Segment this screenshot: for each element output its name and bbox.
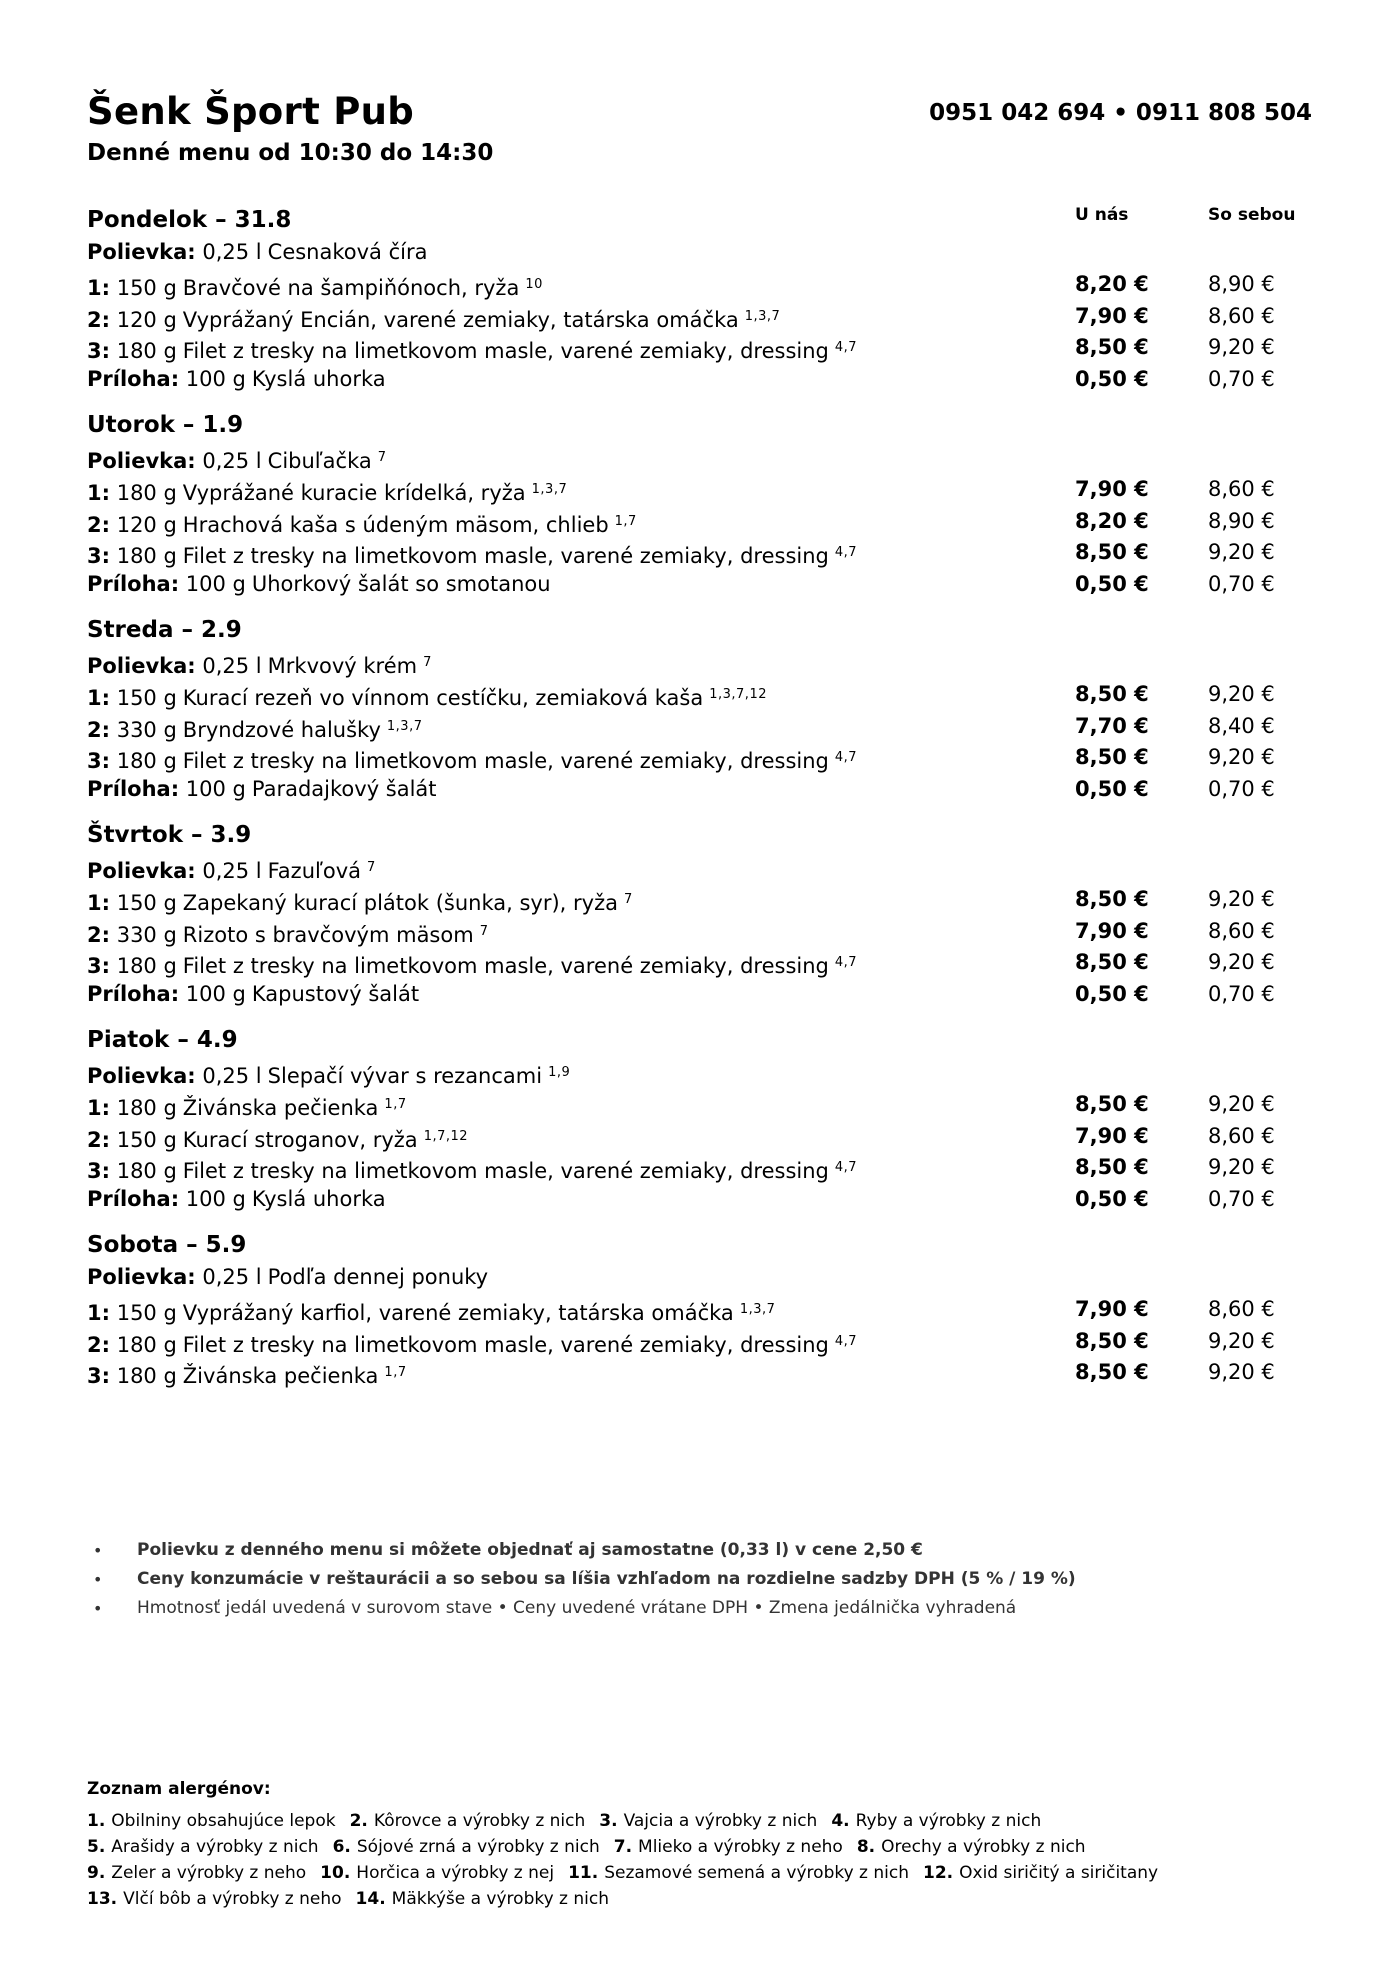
price-dine-in: 8,50 €: [1075, 1360, 1149, 1385]
item-label: 2:: [87, 1332, 111, 1357]
allergen-number: 11.: [568, 1863, 599, 1883]
item-label: 1:: [87, 1300, 111, 1325]
item-amount: 100 g: [185, 572, 246, 597]
item-amount: 180 g: [116, 749, 177, 774]
menu-item-text: [87, 569, 551, 601]
menu-item: [87, 537, 1312, 569]
menu-item: [87, 1326, 1312, 1358]
menu-item-text: [87, 1184, 386, 1216]
item-allergens: 1,3,7,12: [709, 686, 767, 702]
menu-item: [87, 1057, 1312, 1089]
allergen-number: 14.: [355, 1889, 386, 1909]
menu-item: [87, 1357, 1312, 1389]
menu-item-text: [87, 774, 437, 806]
price-takeaway: 9,20 €: [1208, 745, 1275, 770]
allergen-item: [87, 1837, 319, 1857]
day-title: Utorok – 1.9: [87, 411, 244, 438]
item-amount: 150 g: [116, 890, 177, 915]
price-dine-in: 7,90 €: [1075, 303, 1149, 328]
allergen-name: Obilniny obsahujúce lepok: [111, 1811, 336, 1831]
price-takeaway: 9,20 €: [1208, 540, 1275, 565]
menu-item-text: [87, 442, 387, 478]
item-allergens: 7: [623, 891, 633, 907]
price-takeaway: 9,20 €: [1208, 335, 1275, 360]
day-title: Štvrtok – 3.9: [87, 821, 252, 848]
menu-item-text: [87, 364, 386, 396]
allergen-item: [333, 1837, 600, 1857]
menu-item: [87, 442, 1312, 474]
allergen-number: 7.: [613, 1837, 633, 1857]
allergen-name: Sójové zrná a výrobky z nich: [356, 1837, 600, 1857]
column-header-dine-in: U nás: [1075, 205, 1129, 225]
item-allergens: 4,7: [834, 1333, 858, 1349]
menu-item: [87, 332, 1312, 364]
day-title: Piatok – 4.9: [87, 1026, 238, 1053]
item-allergens: 1,3,7: [744, 308, 781, 324]
menu-item: [87, 301, 1312, 333]
price-dine-in: 7,90 €: [1075, 1296, 1149, 1321]
item-allergens: 1,3,7: [739, 1301, 776, 1317]
item-label: 2:: [87, 1127, 111, 1152]
allergen-item: [350, 1811, 586, 1831]
item-label: Príloha:: [87, 982, 180, 1007]
price-takeaway: 9,20 €: [1208, 950, 1275, 975]
item-allergens: 7: [377, 449, 387, 465]
menu-item: [87, 742, 1312, 774]
price-takeaway: 9,20 €: [1208, 1328, 1275, 1353]
price-dine-in: 7,70 €: [1075, 713, 1149, 738]
item-label: 3:: [87, 1364, 111, 1389]
price-takeaway: 9,20 €: [1208, 1360, 1275, 1385]
menu-item: [87, 711, 1312, 743]
menu-item: [87, 1262, 1312, 1294]
menu-item: [87, 884, 1312, 916]
bullet-icon: •: [93, 1599, 103, 1618]
price-dine-in: 8,50 €: [1075, 1328, 1149, 1353]
price-dine-in: 0,50 €: [1075, 367, 1149, 392]
item-name: Rizoto s bravčovým mäsom: [182, 922, 474, 947]
price-dine-in: 0,50 €: [1075, 572, 1149, 597]
allergen-name: Vlčí bôb a výrobky z neho: [123, 1889, 342, 1909]
price-dine-in: 8,50 €: [1075, 1091, 1149, 1116]
menu-item: [87, 474, 1312, 506]
allergen-list: [87, 1770, 1312, 1912]
item-label: 1:: [87, 275, 111, 300]
allergen-number: 1.: [87, 1811, 106, 1831]
allergen-item: [87, 1889, 342, 1909]
item-name: Kyslá uhorka: [251, 367, 386, 392]
price-dine-in: 8,50 €: [1075, 540, 1149, 565]
item-label: 1:: [87, 1095, 111, 1120]
item-allergens: 4,7: [834, 955, 858, 971]
item-label: Polievka:: [87, 448, 196, 473]
allergen-name: Mäkkýše a výrobky z nich: [391, 1889, 610, 1909]
item-amount: 330 g: [116, 922, 177, 947]
item-allergens: 1,7: [614, 513, 637, 529]
price-takeaway: 9,20 €: [1208, 1155, 1275, 1180]
bullet-icon: •: [93, 1541, 103, 1560]
menu-item-text: [87, 1152, 857, 1188]
allergen-number: 13.: [87, 1889, 118, 1909]
price-dine-in: 8,50 €: [1075, 886, 1149, 911]
item-allergens: 4,7: [834, 340, 858, 356]
menu-item-text: [87, 647, 432, 683]
price-takeaway: 9,20 €: [1208, 681, 1275, 706]
item-label: Príloha:: [87, 777, 180, 802]
allergen-list-title: Zoznam alergénov:: [87, 1779, 271, 1799]
column-header-takeaway: So sebou: [1208, 205, 1296, 225]
item-label: Polievka:: [87, 240, 196, 264]
allergen-name: Horčica a výrobky z nej: [356, 1863, 555, 1883]
price-takeaway: 0,70 €: [1208, 982, 1275, 1007]
price-takeaway: 8,40 €: [1208, 713, 1275, 738]
item-amount: 0,25 l: [202, 653, 262, 678]
item-label: 2:: [87, 717, 111, 742]
price-dine-in: 8,50 €: [1075, 335, 1149, 360]
item-label: 2:: [87, 922, 111, 947]
item-name: Podľa dennej ponuky: [267, 1264, 489, 1289]
menu-item: [87, 506, 1312, 538]
menu-item-text: [87, 474, 567, 510]
item-label: 1:: [87, 480, 111, 505]
item-amount: 0,25 l: [202, 1063, 262, 1088]
price-takeaway: 8,90 €: [1208, 271, 1275, 296]
allergen-item: [599, 1811, 817, 1831]
note-item: [87, 1536, 1312, 1565]
item-name: Bryndzové halušky: [182, 717, 381, 742]
price-dine-in: 7,90 €: [1075, 476, 1149, 501]
day-title: Sobota – 5.9: [87, 1231, 247, 1258]
price-takeaway: 8,60 €: [1208, 303, 1275, 328]
menu-item-text: [87, 301, 780, 337]
menu-item: [87, 916, 1312, 948]
item-amount: 180 g: [116, 1159, 177, 1184]
item-amount: 330 g: [116, 717, 177, 742]
menu-item: [87, 947, 1312, 979]
item-amount: 150 g: [116, 685, 177, 710]
menu-item: [87, 647, 1312, 679]
allergen-name: Kôrovce a výrobky z nich: [373, 1811, 586, 1831]
price-takeaway: 8,60 €: [1208, 476, 1275, 501]
allergen-number: 10.: [320, 1863, 351, 1883]
item-name: Paradajkový šalát: [251, 777, 437, 802]
item-name: Filet z tresky na limetkovom masle, varené zemiaky, dressing: [182, 954, 829, 979]
price-takeaway: 8,90 €: [1208, 508, 1275, 533]
menu-item-text: [87, 1057, 570, 1093]
price-takeaway: 8,60 €: [1208, 1123, 1275, 1148]
item-name: Mrkvový krém: [267, 653, 418, 678]
allergen-name: Mlieko a výrobky z neho: [638, 1837, 843, 1857]
item-allergens: 10: [525, 276, 543, 292]
day-section: [87, 1023, 1312, 1216]
menu-item: [87, 774, 1312, 806]
allergen-item: [568, 1863, 909, 1883]
item-amount: 180 g: [116, 1095, 177, 1120]
menu-item: [87, 1152, 1312, 1184]
item-label: 3:: [87, 1159, 111, 1184]
allergen-number: 3.: [599, 1811, 618, 1831]
item-name: Vyprážaný Encián, varené zemiaky, tatárska omáčka: [182, 307, 739, 332]
menu-item-text: [87, 332, 857, 368]
item-amount: 150 g: [116, 275, 177, 300]
menu-header: [87, 90, 1312, 166]
item-label: Polievka:: [87, 858, 196, 883]
menu-item-text: [87, 537, 857, 573]
item-amount: 150 g: [116, 1300, 177, 1325]
bullet-icon: •: [93, 1570, 103, 1589]
menu-item: [87, 1089, 1312, 1121]
menu-item-text: [87, 916, 488, 952]
allergen-item: [87, 1863, 306, 1883]
allergen-name: Zeler a výrobky z neho: [111, 1863, 307, 1883]
allergen-item: [857, 1837, 1086, 1857]
menu-item: [87, 979, 1312, 1011]
allergen-name: Arašidy a výrobky z nich: [111, 1837, 319, 1857]
item-name: Kurací rezeň vo vínnom cestíčku, zemiaková kaša: [182, 685, 704, 710]
price-takeaway: 8,60 €: [1208, 1296, 1275, 1321]
item-amount: 180 g: [116, 544, 177, 569]
menu-item: [87, 237, 1312, 269]
price-takeaway: 0,70 €: [1208, 1187, 1275, 1212]
price-dine-in: 8,50 €: [1075, 681, 1149, 706]
item-name: Filet z tresky na limetkovom masle, varené zemiaky, dressing: [182, 749, 829, 774]
allergen-name: Oxid siričitý a siričitany: [959, 1863, 1159, 1883]
menu-item-text: [87, 679, 767, 715]
item-allergens: 1,3,7: [531, 481, 568, 497]
notes-list: [87, 1536, 1312, 1623]
item-allergens: 1,9: [548, 1064, 571, 1080]
item-name: Uhorkový šalát so smotanou: [251, 572, 551, 597]
allergen-number: 4.: [831, 1811, 850, 1831]
item-name: Bravčové na šampiňónoch, ryža: [182, 275, 520, 300]
item-name: Hrachová kaša s údeným mäsom, chlieb: [182, 512, 609, 537]
price-takeaway: 8,60 €: [1208, 918, 1275, 943]
item-label: Polievka:: [87, 1063, 196, 1088]
menu-item: [87, 364, 1312, 396]
allergen-item: [831, 1811, 1041, 1831]
menu-item: [87, 679, 1312, 711]
price-takeaway: 0,70 €: [1208, 572, 1275, 597]
item-name: Vyprážané kuracie krídelká, ryža: [182, 480, 526, 505]
menu-item: [87, 1121, 1312, 1153]
item-amount: 180 g: [116, 954, 177, 979]
item-allergens: 4,7: [834, 1160, 858, 1176]
item-allergens: 1,7,12: [423, 1128, 469, 1144]
item-label: 2:: [87, 307, 111, 332]
restaurant-title: Šenk Šport Pub: [87, 90, 415, 133]
price-dine-in: 0,50 €: [1075, 982, 1149, 1007]
allergen-name: Sezamové semená a výrobky z nich: [604, 1863, 910, 1883]
item-allergens: 7: [479, 923, 489, 939]
item-allergens: 7: [423, 654, 432, 670]
item-name: Fazuľová: [267, 858, 362, 883]
daily-menu: [87, 203, 1312, 1401]
item-label: Polievka:: [87, 653, 196, 678]
price-dine-in: 8,20 €: [1075, 271, 1149, 296]
menu-item-text: [87, 1294, 775, 1330]
allergen-item: [614, 1837, 843, 1857]
item-amount: 100 g: [185, 777, 246, 802]
item-label: 3:: [87, 544, 111, 569]
menu-item: [87, 852, 1312, 884]
price-takeaway: 0,70 €: [1208, 367, 1275, 392]
item-name: Cesnaková číra: [267, 240, 428, 264]
item-name: Filet z tresky na limetkovom masle, varené zemiaky, dressing: [182, 1332, 829, 1357]
price-dine-in: 0,50 €: [1075, 777, 1149, 802]
item-amount: 0,25 l: [202, 448, 262, 473]
allergen-item: [87, 1811, 336, 1831]
price-dine-in: 8,20 €: [1075, 508, 1149, 533]
menu-item: [87, 569, 1312, 601]
item-amount: 180 g: [116, 1364, 177, 1389]
item-name: Filet z tresky na limetkovom masle, varené zemiaky, dressing: [182, 544, 829, 569]
allergen-number: 9.: [87, 1863, 106, 1883]
item-allergens: 1,7: [384, 1096, 407, 1112]
item-name: Vyprážaný karfiol, varené zemiaky, tatárska omáčka: [182, 1300, 734, 1325]
item-label: Príloha:: [87, 572, 180, 597]
day-section: [87, 1228, 1312, 1389]
day-section: [87, 818, 1312, 1011]
item-label: Polievka:: [87, 1264, 196, 1289]
item-label: 2:: [87, 512, 111, 537]
allergen-lines: [87, 1808, 1312, 1912]
item-name: Filet z tresky na limetkovom masle, varené zemiaky, dressing: [182, 1159, 829, 1184]
item-amount: 180 g: [116, 480, 177, 505]
allergen-name: Orechy a výrobky z nich: [881, 1837, 1086, 1857]
item-allergens: 7: [367, 859, 376, 875]
item-amount: 120 g: [116, 512, 177, 537]
menu-item-text: [87, 742, 857, 778]
day-section: [87, 408, 1312, 601]
allergen-item: [356, 1889, 609, 1909]
day-title: Pondelok – 31.8: [87, 207, 292, 233]
item-amount: 120 g: [116, 307, 177, 332]
item-name: Zapekaný kurací plátok (šunka, syr), ryža: [182, 890, 618, 915]
item-amount: 100 g: [185, 367, 246, 392]
item-amount: 180 g: [116, 339, 177, 364]
note-text: Polievku z denného menu si môžete objednať aj samostatne (0,33 l) v cene 2,50 €: [137, 1540, 923, 1560]
item-label: 3:: [87, 339, 111, 364]
price-dine-in: 8,50 €: [1075, 1155, 1149, 1180]
menu-item-text: [87, 237, 427, 269]
menu-item-text: [87, 979, 419, 1011]
item-name: Kyslá uhorka: [251, 1187, 386, 1212]
note-item: [87, 1594, 1312, 1623]
item-allergens: 1,3,7: [386, 718, 423, 734]
item-label: Príloha:: [87, 367, 180, 392]
item-allergens: 4,7: [834, 545, 858, 561]
item-amount: 0,25 l: [202, 1264, 262, 1289]
item-amount: 0,25 l: [202, 858, 262, 883]
note-item: [87, 1565, 1312, 1594]
day-section: [87, 203, 1312, 396]
menu-item: [87, 1294, 1312, 1326]
item-allergens: 4,7: [834, 750, 858, 766]
item-name: Filet z tresky na limetkovom masle, varené zemiaky, dressing: [182, 339, 829, 364]
allergen-number: 6.: [332, 1837, 351, 1857]
item-name: Kurací stroganov, ryža: [182, 1127, 418, 1152]
item-amount: 150 g: [116, 1127, 177, 1152]
day-title: Streda – 2.9: [87, 616, 242, 643]
allergen-line: [87, 1808, 1312, 1834]
item-label: 3:: [87, 749, 111, 774]
item-amount: 100 g: [185, 982, 246, 1007]
allergen-number: 2.: [349, 1811, 368, 1831]
allergen-line: [87, 1834, 1312, 1860]
item-name: Kapustový šalát: [251, 982, 420, 1007]
item-name: Slepačí vývar s rezancami: [267, 1063, 543, 1088]
menu-item-text: [87, 1089, 407, 1125]
note-text: Ceny konzumácie v reštaurácii a so sebou sa líšia vzhľadom na rozdielne sadzby DPH (5 % / 19 %): [137, 1569, 1076, 1589]
item-amount: 100 g: [185, 1187, 246, 1212]
allergen-item: [320, 1863, 554, 1883]
item-label: 3:: [87, 954, 111, 979]
price-takeaway: 9,20 €: [1208, 886, 1275, 911]
item-name: Cibuľačka: [267, 448, 372, 473]
allergen-line: [87, 1860, 1312, 1886]
menu-item: [87, 269, 1312, 301]
menu-item-text: [87, 506, 637, 542]
item-name: Živánska pečienka: [182, 1095, 379, 1120]
menu-item-text: [87, 1121, 468, 1157]
menu-item-text: [87, 884, 633, 920]
allergen-name: Ryby a výrobky z nich: [855, 1811, 1042, 1831]
note-text: Hmotnosť jedál uvedená v surovom stave • Ceny uvedené vrátane DPH • Zmena jedálnička vyhradená: [137, 1598, 1017, 1618]
item-name: Živánska pečienka: [182, 1364, 379, 1389]
price-dine-in: 7,90 €: [1075, 1123, 1149, 1148]
item-amount: 0,25 l: [202, 240, 262, 264]
price-dine-in: 0,50 €: [1075, 1187, 1149, 1212]
allergen-number: 8.: [856, 1837, 876, 1857]
menu-item-text: [87, 269, 543, 305]
item-label: 1:: [87, 890, 111, 915]
allergen-line: [87, 1886, 1312, 1912]
item-label: Príloha:: [87, 1187, 180, 1212]
item-allergens: 1,7: [384, 1365, 407, 1381]
menu-subtitle: Denné menu od 10:30 do 14:30: [87, 140, 494, 166]
price-dine-in: 8,50 €: [1075, 745, 1149, 770]
allergen-number: 5.: [87, 1837, 106, 1857]
price-takeaway: 9,20 €: [1208, 1091, 1275, 1116]
price-dine-in: 7,90 €: [1075, 918, 1149, 943]
item-amount: 180 g: [116, 1332, 177, 1357]
price-dine-in: 8,50 €: [1075, 950, 1149, 975]
price-takeaway: 0,70 €: [1208, 777, 1275, 802]
menu-item: [87, 1184, 1312, 1216]
item-label: 1:: [87, 685, 111, 710]
menu-item-text: [87, 1262, 488, 1294]
day-section: [87, 613, 1312, 806]
allergen-number: 12.: [923, 1863, 954, 1883]
menu-item-text: [87, 1357, 407, 1393]
menu-item-text: [87, 1326, 857, 1362]
menu-item-text: [87, 852, 376, 888]
allergen-name: Vajcia a výrobky z nich: [623, 1811, 818, 1831]
phone-numbers: 0951 042 694 • 0911 808 504: [929, 100, 1312, 126]
menu-item-text: [87, 711, 422, 747]
menu-item-text: [87, 947, 857, 983]
allergen-item: [923, 1863, 1158, 1883]
